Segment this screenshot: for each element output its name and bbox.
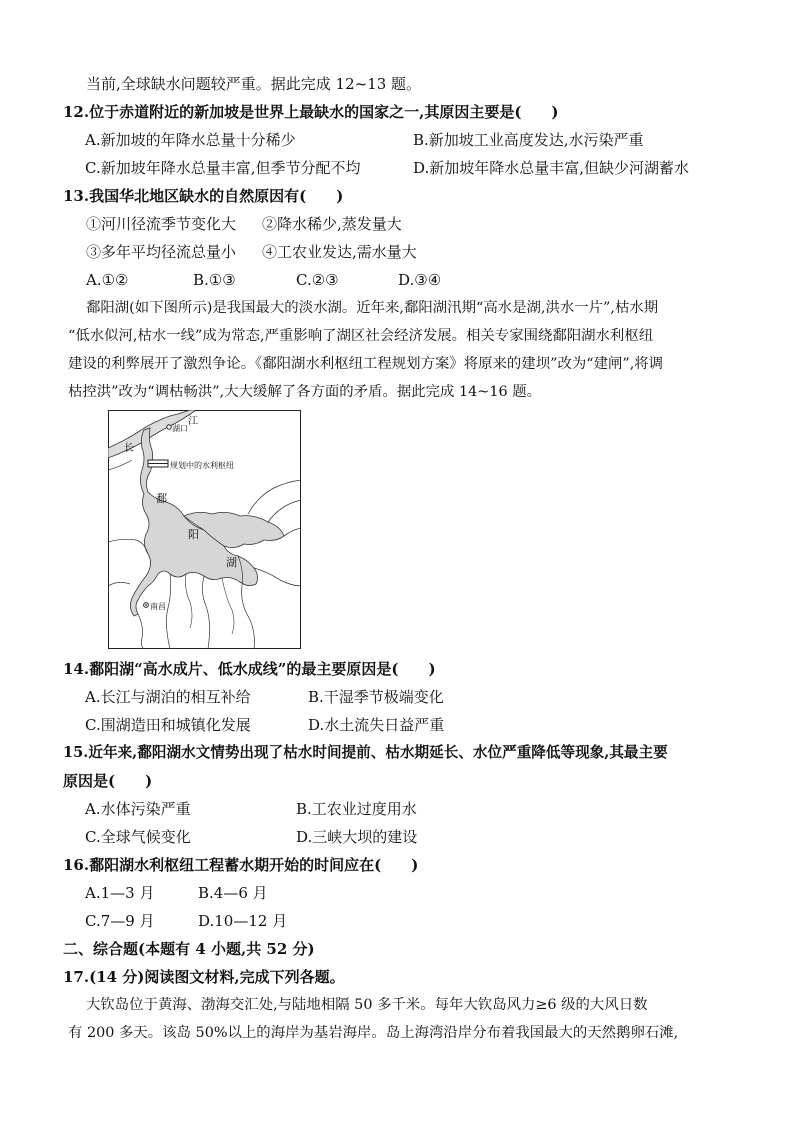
q15-option-d[interactable]: D.三峡大坝的建设 <box>296 828 418 846</box>
q14-option-d[interactable]: D.水土流失日益严重 <box>308 716 445 734</box>
q13-option-b[interactable]: B.①③ <box>193 271 236 289</box>
map-label-nanchang: 南昌 <box>150 602 166 611</box>
q15-stem-line-1: 15.近年来,鄱阳湖水文情势出现了枯水时间提前、枯水期延长、水位严重降低等现象,其最主要 <box>63 744 668 761</box>
q17-paragraph-line-2: 有 200 多天。该岛 50%以上的海岸为基岩海岸。岛上海湾沿岸分布着我国最大的天然鹅卵石滩, <box>68 1025 679 1041</box>
q15-option-b[interactable]: B.工农业过度用水 <box>296 800 417 818</box>
q12-stem: 12.位于赤道附近的新加坡是世界上最缺水的国家之一,其原因主要是( ) <box>63 103 559 121</box>
q17-stem: 17.(14 分)阅读图文材料,完成下列各题。 <box>63 968 345 986</box>
q16-option-d[interactable]: D.10—12 月 <box>198 912 288 930</box>
q13-statement-4: ④工农业发达,需水量大 <box>262 243 417 261</box>
map-label-yang: 阳 <box>188 529 199 541</box>
intro-text: 当前,全球缺水问题较严重。据此完成 12~13 题。 <box>86 75 422 93</box>
q13-statement-2: ②降水稀少,蒸发量大 <box>262 215 402 233</box>
passage-line-2: “低水似河,枯水一线”成为常态,严重影响了湖区社会经济发展。相关专家围绕鄱阳湖水利枢纽 <box>68 328 654 344</box>
q12-option-d[interactable]: D.新加坡年降水总量丰富,但缺少河湖蓄水 <box>413 159 690 177</box>
section-2-heading: 二、综合题(本题有 4 小题,共 52 分) <box>63 940 315 958</box>
map-label-po: 鄱 <box>156 493 167 505</box>
q13-stem: 13.我国华北地区缺水的自然原因有( ) <box>63 187 344 205</box>
q13-option-a[interactable]: A.①② <box>86 271 129 289</box>
map-label-hu: 湖 <box>226 557 237 569</box>
map-label-chang: 长 <box>124 443 134 454</box>
passage-line-4: 枯控洪”改为“调枯畅洪”,大大缓解了各方面的矛盾。据此完成 14~16 题。 <box>68 384 542 400</box>
q13-option-d[interactable]: D.③④ <box>398 271 442 289</box>
map-label-hukou: 湖口 <box>172 424 188 433</box>
hukou-city-dot <box>167 425 171 429</box>
q14-stem: 14.鄱阳湖“高水成片、低水成线”的最主要原因是( ) <box>63 660 436 678</box>
passage-line-1: 鄱阳湖(如下图所示)是我国最大的淡水湖。近年来,鄱阳湖汛期“高水是湖,洪水一片”,枯水期 <box>86 300 659 316</box>
q16-option-b[interactable]: B.4—6 月 <box>198 884 268 902</box>
q12-option-c[interactable]: C.新加坡年降水总量丰富,但季节分配不均 <box>85 159 361 177</box>
poyang-lake-map <box>108 410 301 649</box>
q15-option-c[interactable]: C.全球气候变化 <box>85 828 191 846</box>
q16-option-a[interactable]: A.1—3 月 <box>85 884 155 902</box>
q16-stem: 16.鄱阳湖水利枢纽工程蓄水期开始的时间应在( ) <box>63 856 419 874</box>
map-label-hub: 规划中的水利枢纽 <box>170 461 234 470</box>
q14-option-a[interactable]: A.长江与湖泊的相互补给 <box>85 688 251 706</box>
nanchang-city-core <box>145 604 147 606</box>
q13-statement-1: ①河川径流季节变化大 <box>86 215 237 233</box>
q12-option-a[interactable]: A.新加坡的年降水总量十分稀少 <box>85 131 296 149</box>
q16-option-c[interactable]: C.7—9 月 <box>85 912 155 930</box>
passage-line-3: 建设的利弊展开了激烈争论。《鄱阳湖水利枢纽工程规划方案》将原来的建坝”改为“建闸”,将调 <box>68 356 664 372</box>
q13-statement-3: ③多年平均径流总量小 <box>86 243 237 261</box>
q12-option-b[interactable]: B.新加坡工业高度发达,水污染严重 <box>413 131 644 149</box>
q15-option-a[interactable]: A.水体污染严重 <box>85 800 191 818</box>
q13-option-c[interactable]: C.②③ <box>296 271 339 289</box>
q14-option-c[interactable]: C.围湖造田和城镇化发展 <box>85 716 251 734</box>
q15-stem-line-2: 原因是( ) <box>63 772 153 790</box>
q17-paragraph-line-1: 大钦岛位于黄海、渤海交汇处,与陆地相隔 50 多千米。每年大钦岛风力≥6 级的大风日数 <box>86 997 648 1013</box>
q14-option-b[interactable]: B.干湿季节极端变化 <box>308 688 444 706</box>
map-label-jiang: 江 <box>188 416 198 427</box>
